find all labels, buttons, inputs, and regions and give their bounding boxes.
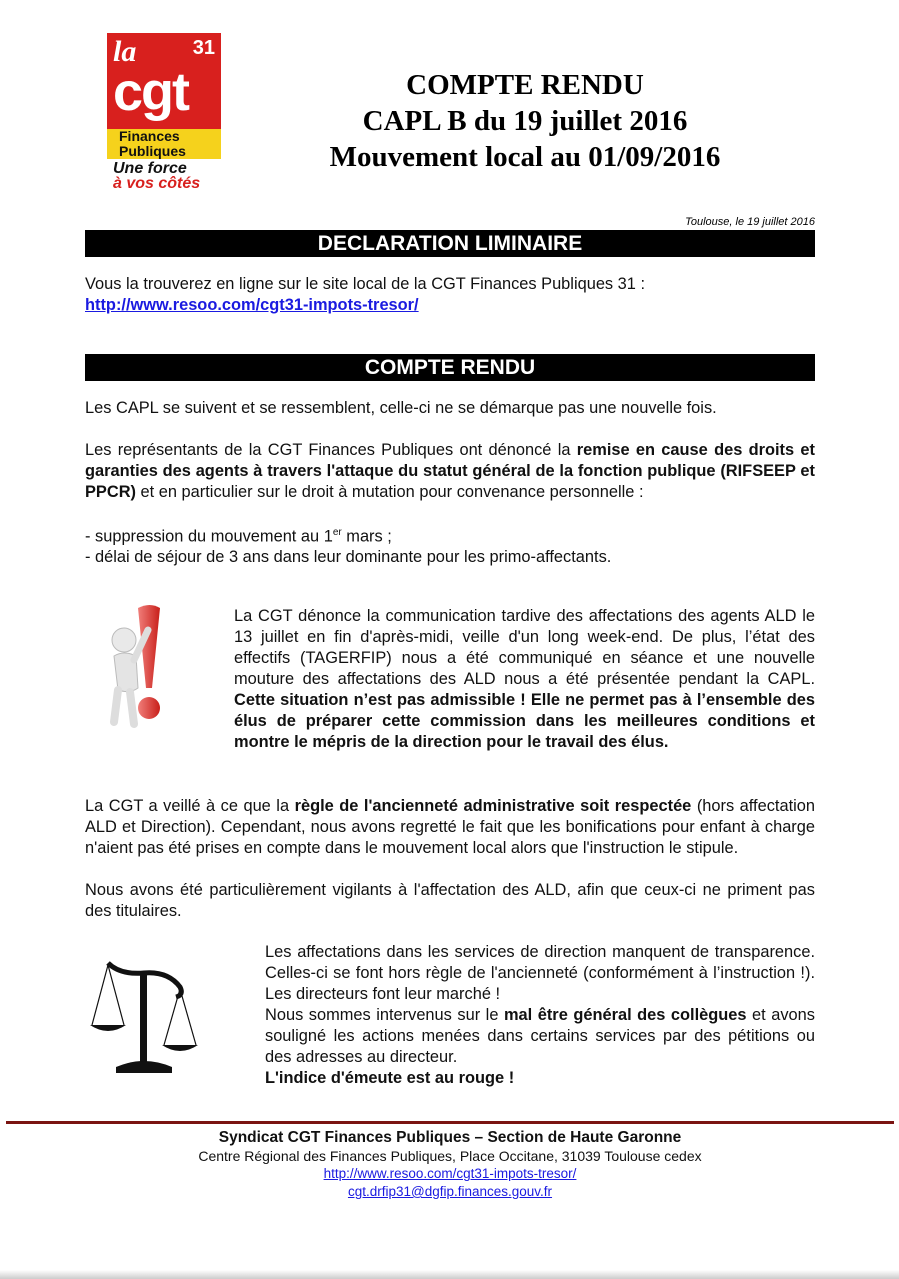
title-line-2: CAPL B du 19 juillet 2016 [362, 105, 688, 137]
p2-text-b: et en particulier sur le droit à mutation pour convenance personnelle : [136, 483, 644, 501]
footer-email-link[interactable]: cgt.drfip31@dgfip.finances.gouv.fr [347, 1184, 553, 1199]
logo-org-line1: Finances [119, 128, 180, 144]
logo-la-text: la [113, 35, 137, 68]
p3-text: La CGT dénonce la communication tardive des affectations des agents ALD le 13 juillet en fin d'après-midi, veille d'un long week-end. De plus, l’état des effectifs (TAGERFIP) nous a été communiqué en séance et une nouvelle mouture des affectations des ALD nous a été présentée pendant la CAPL. [234, 607, 815, 688]
logo-slogan-area [107, 159, 221, 191]
logo-org-name [119, 129, 186, 159]
p4-text-a: La CGT a veillé à ce que la [85, 797, 295, 815]
paragraph-5: Nous avons été particulièrement vigilants à l'affectation des ALD, afin que ceux-ci ne priment pas des titulaires. [85, 881, 815, 920]
p6-text-b: Nous sommes intervenus sur le [265, 1006, 504, 1024]
bullet1-text-b: mars ; [341, 527, 392, 546]
p2-bold: remise en cause des droits et garanties des agents à travers l'attaque du statut général de la fonction publique (RIFSEEP et PPCR) [85, 441, 815, 501]
declaration-paragraph [85, 274, 815, 316]
footer-address: Centre Régional des Finances Publiques, Place Occitane, 31039 Toulouse cedex [198, 1148, 702, 1164]
paragraph-4 [85, 796, 815, 859]
logo-number: 31 [192, 37, 215, 59]
bullet-list [85, 522, 815, 568]
paragraph-2 [85, 440, 815, 503]
bullet-item-2: - délai de séjour de 3 ans dans leur dominante pour les primo-affectants. [85, 548, 612, 567]
page-bottom-edge [0, 1270, 899, 1279]
footer [85, 1129, 815, 1201]
logo-cgt-text: cgt [113, 62, 188, 122]
p4-bold: règle de l'ancienneté administrative soit respectée [294, 797, 692, 815]
logo-slogan-line1: Une force [113, 160, 187, 177]
logo-slogan [113, 161, 200, 191]
p6-text-c: et avons souligné les actions menées dans certains services par des pétitions ou des adresses au directeur. [265, 1006, 815, 1066]
document-title [260, 67, 790, 175]
footer-organization: Syndicat CGT Finances Publiques – Section de Haute Garonne [218, 1129, 682, 1146]
bullet-item-1 [85, 522, 815, 547]
footer-website-link[interactable]: http://www.resoo.com/cgt31-impots-tresor/ [323, 1166, 577, 1181]
document-date: Toulouse, le 19 juillet 2016 [685, 216, 815, 228]
exclamation-figure-icon [100, 600, 190, 730]
p4-text-b: (hors affectation ALD et Direction). Cependant, nous avons regretté le fait que les bonifications pour enfant à charge n'aient pas été prises en compte dans le mouvement local alors que l'instruction le stipule. [85, 797, 815, 857]
footer-divider [6, 1121, 894, 1124]
section-heading-compte-rendu: COMPTE RENDU [85, 354, 815, 381]
section-heading-declaration: DECLARATION LIMINAIRE [85, 230, 815, 257]
p2-text-a: Les représentants de la CGT Finances Publiques ont dénoncé la [85, 441, 577, 459]
logo-slogan-line2: à vos côtés [113, 175, 201, 192]
paragraph-6 [265, 942, 815, 1089]
p3-bold: Cette situation n’est pas admissible ! Elle ne permet pas à l’ensemble des élus de préparer cette commission dans les meilleures conditions et montre le mépris de la direction pour le travail des élus. [234, 691, 815, 751]
paragraph-1: Les CAPL se suivent et se ressemblent, celle-ci ne se démarque pas une nouvelle fois. [85, 399, 717, 417]
declaration-link[interactable]: http://www.resoo.com/cgt31-impots-tresor/ [85, 296, 419, 314]
logo-red-panel [107, 33, 221, 129]
paragraph-3 [234, 606, 815, 753]
p6-final: L'indice d'émeute est au rouge ! [265, 1069, 515, 1087]
title-line-1: COMPTE RENDU [406, 69, 644, 101]
bullet1-text-a: - suppression du mouvement au 1 [85, 527, 333, 546]
logo-org-line2: Publiques [119, 143, 186, 159]
title-line-3: Mouvement local au 01/09/2016 [329, 141, 721, 173]
cgt-logo [107, 33, 221, 192]
declaration-text: Vous la trouverez en ligne sur le site local de la CGT Finances Publiques 31 : [85, 275, 646, 293]
p6-text-a: Les affectations dans les services de direction manquent de transparence. Celles-ci se font hors règle de l'ancienneté (conformément à l’instruction !). Les directeurs font leur marché ! [265, 943, 815, 1003]
scales-of-justice-icon [88, 955, 203, 1080]
p6-bold: mal être général des collègues [503, 1006, 747, 1024]
bullet1-sup: er [332, 527, 342, 538]
